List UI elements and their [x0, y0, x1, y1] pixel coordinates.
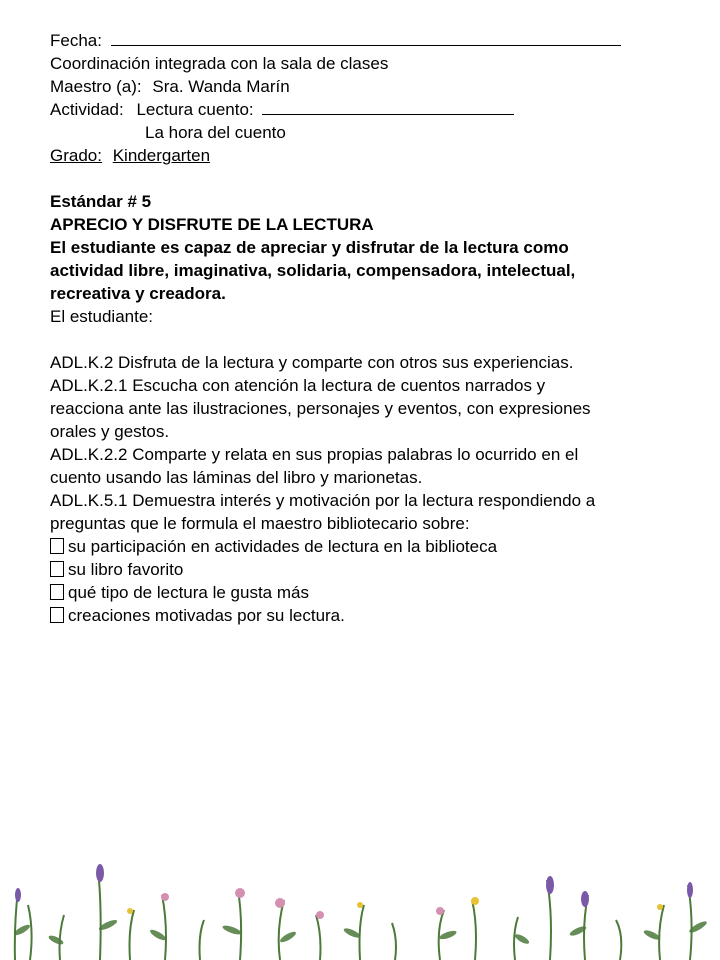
bullet-glyph-icon — [50, 538, 64, 554]
bullet-item — [50, 535, 710, 558]
maestro-label: Maestro (a): — [50, 77, 142, 96]
fecha-label: Fecha: — [50, 31, 102, 50]
bullet-item — [50, 581, 710, 604]
standard-description-line: actividad libre, imaginativa, solidaria, compensadora, intelectual, — [50, 261, 576, 280]
bullet-text: qué tipo de lectura le gusta más — [68, 583, 309, 602]
expectation-line: ADL.K.2 Disfruta de la lectura y comparte con otros sus experiencias. — [50, 353, 574, 372]
bullet-glyph-icon — [50, 607, 64, 623]
bullet-item — [50, 604, 710, 627]
spacer — [50, 328, 710, 351]
bullet-text: su libro favorito — [68, 560, 184, 579]
standard-number: Estándar # 5 — [50, 192, 152, 211]
wildflower-border-illustration — [0, 835, 720, 960]
maestro-line — [50, 75, 710, 98]
fecha-line — [50, 29, 710, 52]
grado-line — [50, 144, 710, 167]
standard-description-line: recreativa y creadora. — [50, 284, 226, 303]
actividad-value: Lectura cuento: — [136, 100, 254, 119]
expectation-line: ADL.K.2.2 Comparte y relata en sus propias palabras lo ocurrido en el — [50, 445, 579, 464]
bullet-item — [50, 558, 710, 581]
actividad-blank — [262, 99, 514, 115]
plant-stems — [15, 870, 692, 960]
standard-title: APRECIO Y DISFRUTE DE LA LECTURA — [50, 215, 374, 234]
expectation-line: ADL.K.5.1 Demuestra interés y motivación por la lectura respondiendo a — [50, 491, 596, 510]
standard-intro: El estudiante: — [50, 307, 154, 326]
coordinacion-line: Coordinación integrada con la sala de clases — [50, 54, 389, 73]
grado-value: Kindergarten — [112, 146, 211, 165]
bullet-text: su participación en actividades de lectura en la biblioteca — [68, 537, 498, 556]
expectation-line: ADL.K.2.1 Escucha con atención la lectura de cuentos narrados y — [50, 376, 546, 395]
expectation-line: preguntas que le formula el maestro bibliotecario sobre: — [50, 514, 470, 533]
expectation-line: orales y gestos. — [50, 422, 170, 441]
bullet-glyph-icon — [50, 561, 64, 577]
document-body — [50, 29, 710, 627]
bullet-text: creaciones motivadas por su lectura. — [68, 606, 345, 625]
expectation-line: cuento usando las láminas del libro y marionetas. — [50, 468, 423, 487]
spacer — [50, 167, 710, 190]
standard-description-line: El estudiante es capaz de apreciar y disfrutar de la lectura como — [50, 238, 569, 257]
actividad-title: La hora del cuento — [145, 123, 286, 142]
flowers-purple — [15, 864, 693, 907]
fecha-blank — [111, 30, 621, 46]
flowers-pink — [161, 888, 444, 919]
bullet-glyph-icon — [50, 584, 64, 600]
actividad-line — [50, 98, 710, 121]
maestro-name: Sra. Wanda Marín — [152, 77, 290, 96]
expectation-line: reacciona ante las ilustraciones, personajes y eventos, con expresiones — [50, 399, 591, 418]
grado-label: Grado: — [50, 146, 102, 165]
actividad-label: Actividad: — [50, 100, 124, 119]
